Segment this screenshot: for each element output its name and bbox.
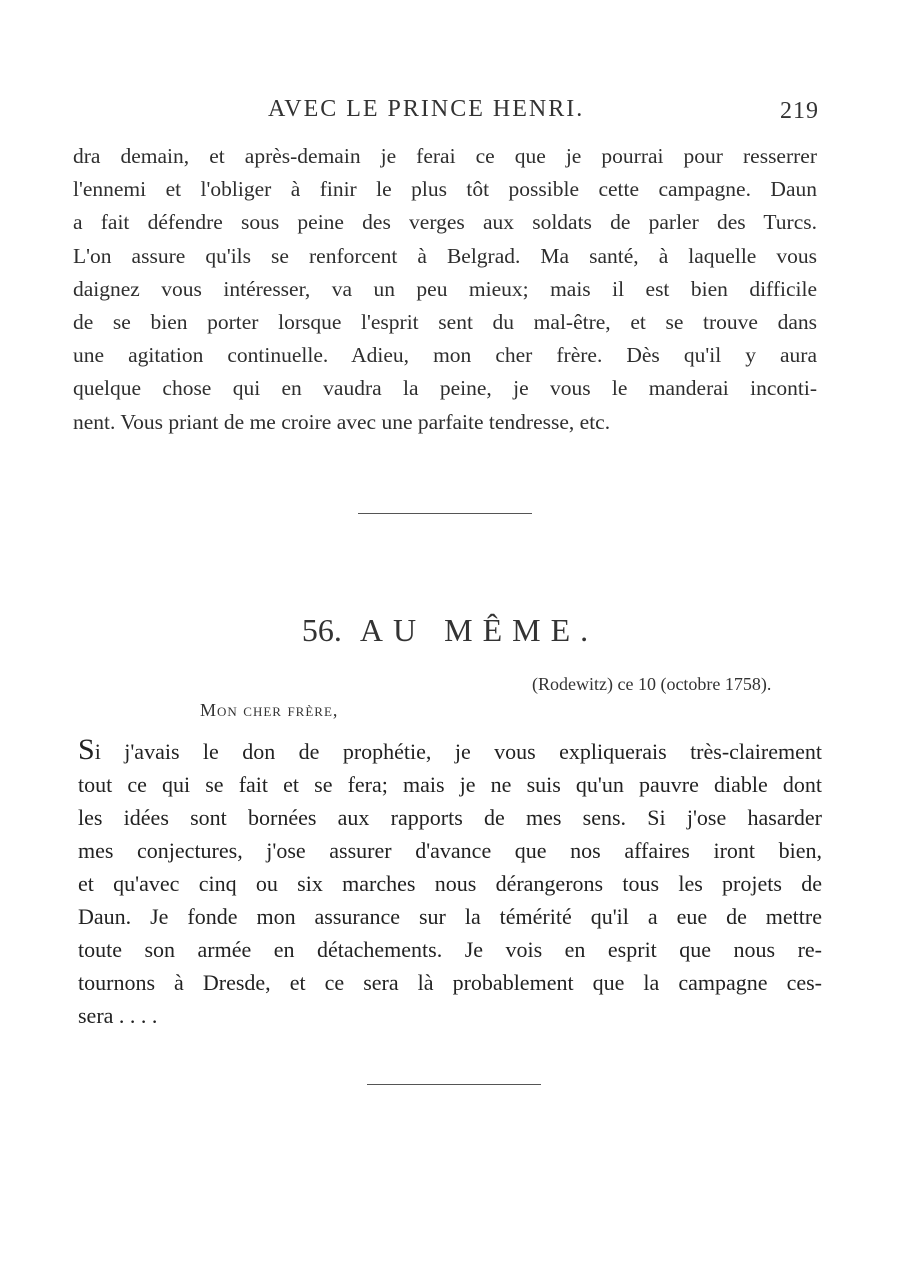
letter-title: AU MÊME. <box>359 612 599 648</box>
text-line: tournons à Dresde, et ce sera là probablement que la campagne ces- <box>78 970 822 995</box>
text-line: quelque chose qui en vaudra la peine, je vous le manderai inconti- <box>73 376 817 401</box>
text-line: les idées sont bornées aux rapports de mes sens. Si j'ose hasarder <box>78 805 822 830</box>
text-line: a fait défendre sous peine des verges aux soldats de parler des Turcs. <box>73 210 817 235</box>
continuation-paragraph <box>73 140 817 439</box>
letter-salutation: Mon cher frère, <box>200 700 339 720</box>
text-line: sera . . . . <box>78 1003 158 1028</box>
first-line-text: i j'avais le don de prophétie, je vous expliquerais très-clairement <box>94 739 822 764</box>
page-number: 219 <box>780 98 819 124</box>
text-line: l'ennemi et l'obliger à finir le plus tôt possible cette campagne. Daun <box>73 177 817 202</box>
section-divider <box>367 1084 541 1085</box>
text-line: mes conjectures, j'ose assurer d'avance que nos affaires iront bien, <box>78 838 822 863</box>
drop-cap: S <box>78 735 95 766</box>
letter-dateline: (Rodewitz) ce 10 (octobre 1758). <box>532 674 772 694</box>
text-line: Daun. Je fonde mon assurance sur la témérité qu'il a eue de mettre <box>78 904 822 929</box>
letter-heading <box>0 612 900 649</box>
text-line: toute son armée en détachements. Je vois en esprit que nous re- <box>78 937 822 962</box>
text-line: une agitation continuelle. Adieu, mon cher frère. Dès qu'il y aura <box>73 343 817 368</box>
text-line: dra demain, et après-demain je ferai ce que je pourrai pour resserrer <box>73 144 817 168</box>
text-line: L'on assure qu'ils se renforcent à Belgrad. Ma santé, à laquelle vous <box>73 243 817 268</box>
text-line: tout ce qui se fait et se fera; mais je ne suis qu'un pauvre diable dont <box>78 772 822 797</box>
text-line: nent. Vous priant de me croire avec une parfaite tendresse, etc. <box>73 409 611 434</box>
running-head <box>0 96 900 128</box>
text-line: et qu'avec cinq ou six marches nous dérangerons tous les projets de <box>78 871 822 896</box>
letter-body <box>78 735 822 1032</box>
section-divider <box>358 513 532 514</box>
running-head-title: AVEC LE PRINCE HENRI. <box>268 96 585 122</box>
text-line <box>78 735 822 768</box>
text-line: de se bien porter lorsque l'esprit sent du mal-être, et se trouve dans <box>73 310 817 335</box>
text-line: daignez vous intéresser, va un peu mieux; mais il est bien difficile <box>73 276 817 301</box>
letter-number: 56. <box>301 612 342 648</box>
